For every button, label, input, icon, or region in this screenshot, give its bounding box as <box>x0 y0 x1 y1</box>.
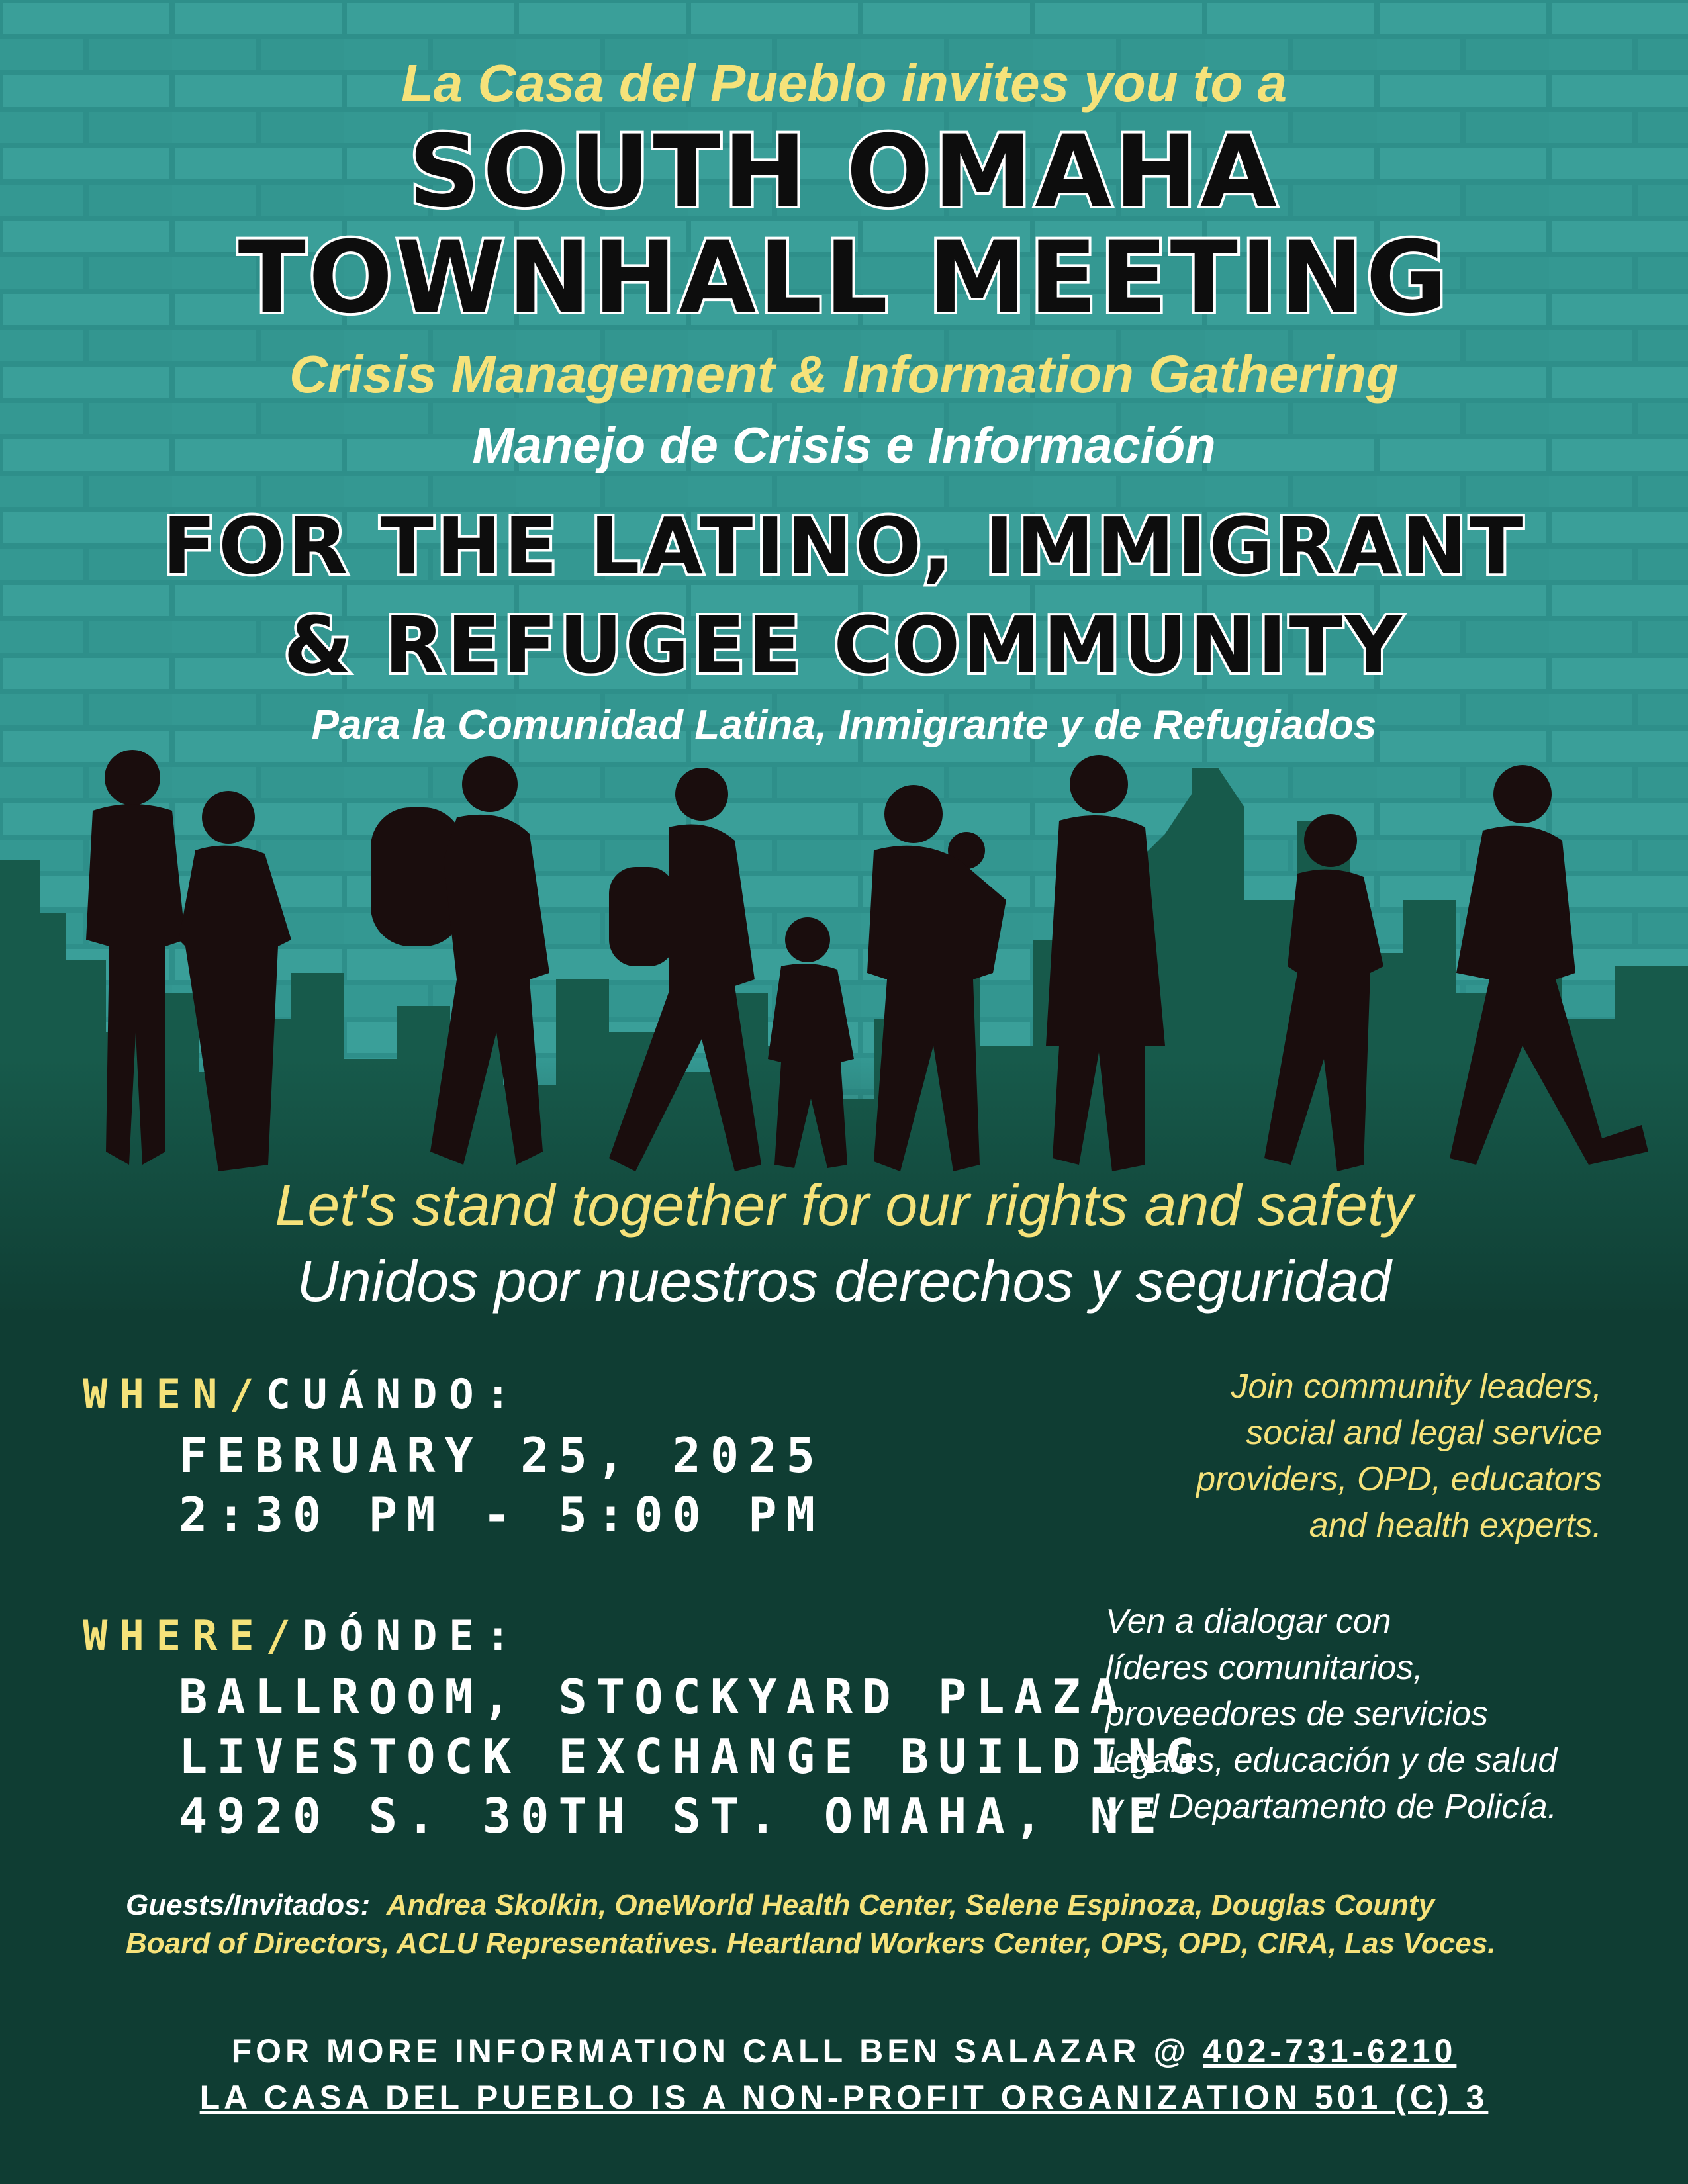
join-es-line: Ven a dialogar con <box>1105 1602 1391 1641</box>
when-label <box>83 1370 522 1418</box>
event-date: FEBRUARY 25, 2025 <box>179 1428 824 1483</box>
join-es-line: y el Departamento de Policía. <box>1105 1788 1558 1826</box>
join-en <box>1196 1363 1602 1549</box>
audience-line-1: FOR THE LATINO, IMMIGRANT <box>162 500 1526 592</box>
venue-line-2: LIVESTOCK EXCHANGE BUILDING <box>179 1729 1204 1784</box>
venue-line-1: BALLROOM, STOCKYARD PLAZA <box>179 1669 1128 1725</box>
subtitle-es: Manejo de Crisis e Información <box>472 418 1216 474</box>
title-line-1: SOUTH OMAHA <box>408 114 1280 230</box>
subtitle-en: Crisis Management & Information Gathering <box>289 345 1399 404</box>
info-prefix: FOR MORE INFORMATION CALL BEN SALAZAR @ <box>231 2032 1203 2070</box>
join-en-line: and health experts. <box>1309 1506 1602 1545</box>
when-label-en: WHEN/ <box>83 1370 266 1418</box>
event-time: 2:30 PM - 5:00 PM <box>179 1487 824 1543</box>
nonprofit-line: LA CASA DEL PUEBLO IS A NON-PROFIT ORGANIZATION 501 (C) 3 <box>199 2079 1489 2116</box>
join-es-line: legales, educación y de salud <box>1105 1741 1558 1780</box>
info-line <box>0 2032 1688 2070</box>
when-label-es: CUÁNDO: <box>265 1370 522 1418</box>
join-en-line: social and legal service <box>1246 1414 1602 1452</box>
join-en-line: Join community leaders, <box>1231 1367 1602 1406</box>
join-es-line: proveedores de servicios <box>1105 1695 1489 1733</box>
join-es-line: líderes comunitarios, <box>1105 1649 1423 1687</box>
phone-link[interactable]: 402-731-6210 <box>1203 2032 1457 2070</box>
guests-line-2: Board of Directors, ACLU Representatives. Heartland Workers Center, OPS, OPD, CIRA, Las Voces. <box>126 1927 1496 1960</box>
slogan-en: Let's stand together for our rights and safety <box>275 1172 1413 1238</box>
where-label-en: WHERE/ <box>83 1612 303 1660</box>
invite-line: La Casa del Pueblo invites you to a <box>400 54 1288 113</box>
join-es <box>1105 1598 1557 1830</box>
audience-line-2: & REFUGEE COMMUNITY <box>283 600 1405 691</box>
slogan-es: Unidos por nuestros derechos y seguridad <box>297 1248 1391 1314</box>
guests-line-1: Andrea Skolkin, OneWorld Health Center, Selene Espinoza, Douglas County <box>386 1889 1435 1921</box>
guests-block <box>126 1886 1622 1963</box>
audience-es: Para la Comunidad Latina, Inmigrante y de Refugiados <box>311 702 1377 748</box>
where-label <box>83 1612 522 1660</box>
venue-line-3: 4920 S. 30TH ST. OMAHA, NE <box>179 1788 1166 1844</box>
title-line-2: TOWNHALL MEETING <box>238 220 1450 336</box>
join-en-line: providers, OPD, educators <box>1196 1460 1602 1498</box>
guests-label: Guests/Invitados: <box>126 1889 371 1921</box>
where-label-es: DÓNDE: <box>302 1612 522 1660</box>
